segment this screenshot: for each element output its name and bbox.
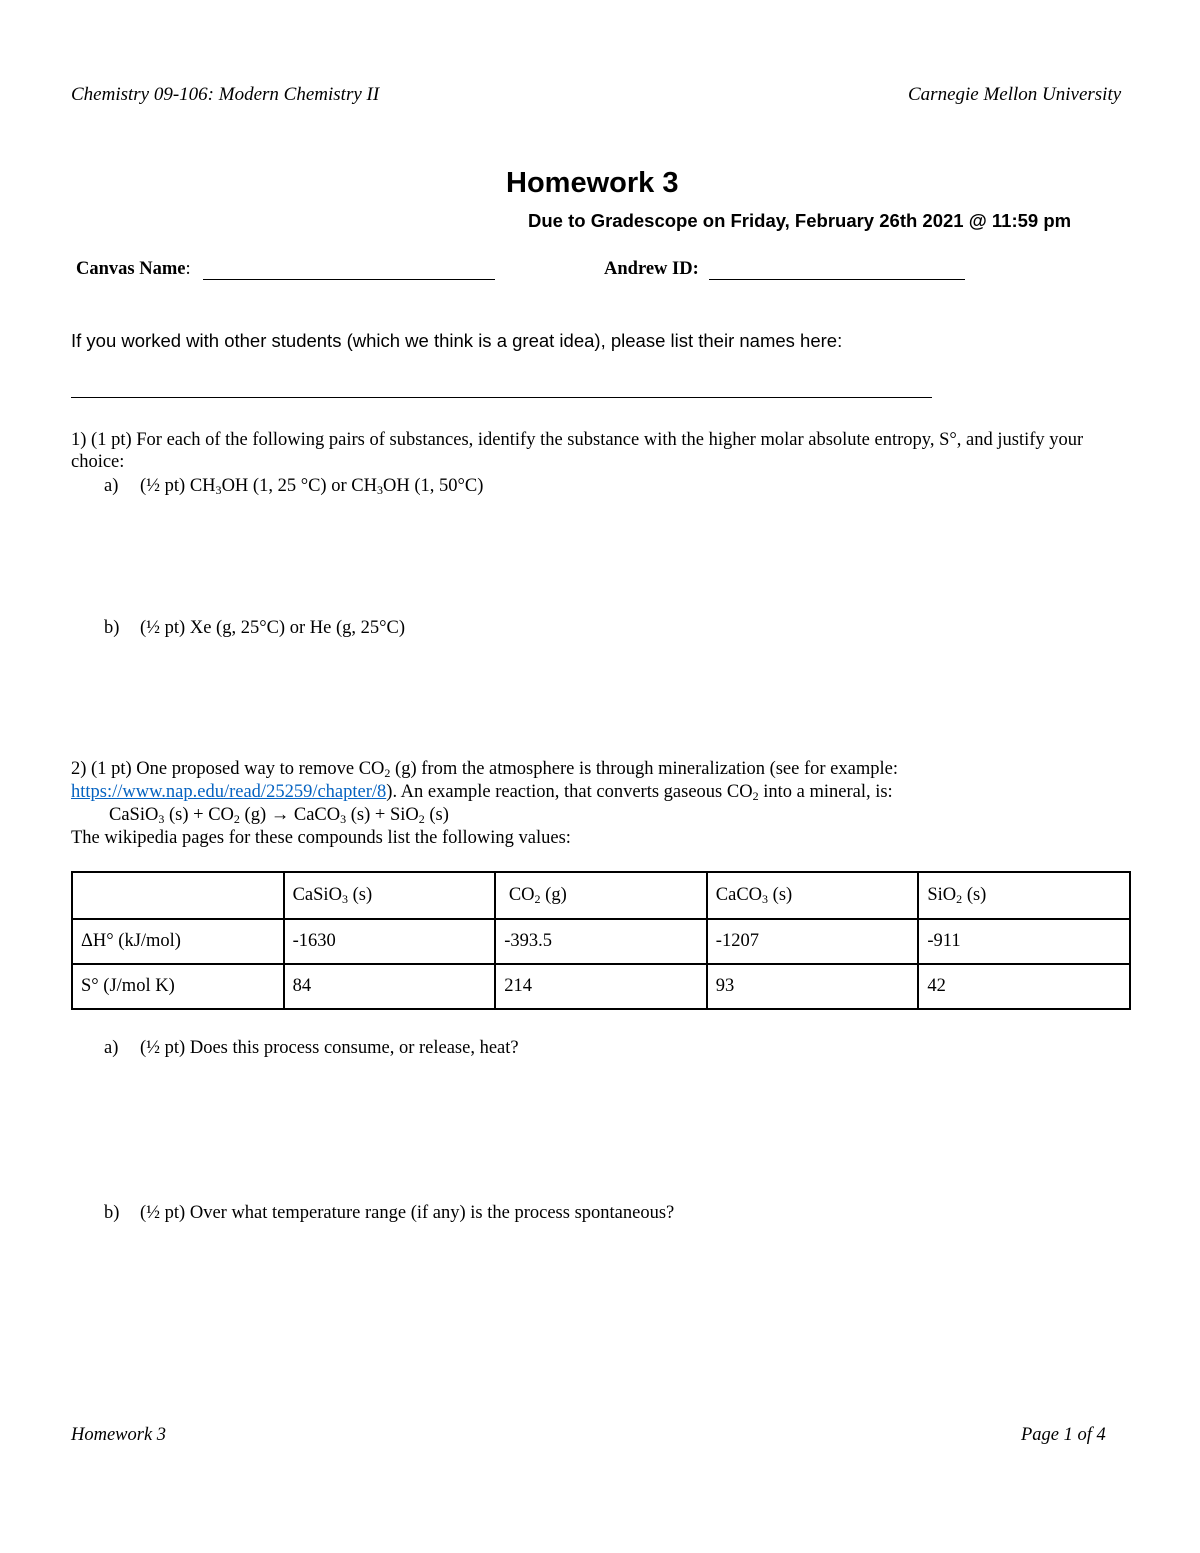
q2b-text: (½ pt) Over what temperature range (if any) is the process spontaneous? (140, 1203, 675, 1223)
col-header-caco3: CaCO$_3$ (s) (707, 872, 919, 919)
nap-link[interactable]: https://www.nap.edu/read/25259/chapter/8 (71, 782, 387, 802)
table-cell: 214 (495, 964, 707, 1009)
footer-left: Homework 3 (71, 1425, 167, 1445)
table-corner-cell (72, 872, 284, 919)
q1b-text: (½ pt) Xe (g, 25°C) or He (g, 25°C) (140, 618, 406, 638)
table-cell: 93 (707, 964, 919, 1009)
row-label-dh: ΔH° (kJ/mol) (72, 919, 284, 964)
table-cell: -1630 (284, 919, 496, 964)
andrew-id-field[interactable] (709, 279, 965, 280)
due-date: Due to Gradescope on Friday, February 26th 2021 @ 11:59 pm (528, 210, 1072, 231)
course-header: Chemistry 09-106: Modern Chemistry II (71, 84, 380, 105)
university-header: Carnegie Mellon University (908, 84, 1122, 105)
thermo-table (71, 871, 1131, 1010)
page-title: Homework 3 (506, 167, 679, 199)
q2a-marker: a) (104, 1038, 119, 1058)
canvas-name-label: Canvas Name: (76, 259, 191, 279)
q2-link-line: https://www.nap.edu/read/25259/chapter/8). An example reaction, that converts gaseous $CO_2$ into a mineral, is: (71, 782, 893, 803)
q1a-text: (½ pt) $CH_3OH$ (1, 25 °C) or $CH_3OH$ (1, 50°C) (140, 476, 484, 497)
table-cell: 42 (918, 964, 1130, 1009)
table-cell: -393.5 (495, 919, 707, 964)
col-header-sio2: SiO$_2$ (s) (918, 872, 1130, 919)
q2-intro: 2) (1 pt) One proposed way to remove $CO_2$ (g) from the atmosphere is through mineralization (see for example: (71, 759, 898, 780)
table-cell: 84 (284, 964, 496, 1009)
table-header-row (72, 872, 1130, 919)
table-row (72, 919, 1130, 964)
table-row (72, 964, 1130, 1009)
q1a-marker: a) (104, 476, 119, 496)
col-header-co2: $CO_2$ (g) (495, 872, 707, 919)
table-cell: -1207 (707, 919, 919, 964)
row-label-s: S° (J/mol K) (72, 964, 284, 1009)
q2a-text: (½ pt) Does this process consume, or release, heat? (140, 1038, 519, 1058)
col-header-casio3: CaSiO$_3$ (s) (284, 872, 496, 919)
page-number: Page 1 of 4 (1021, 1425, 1106, 1445)
canvas-name-field[interactable] (203, 279, 495, 280)
collaborators-prompt: If you worked with other students (which we think is a great idea), please list their names here: (71, 330, 843, 351)
q1b-marker: b) (104, 618, 120, 638)
table-cell: -911 (918, 919, 1130, 964)
andrew-id-label: Andrew ID: (604, 259, 699, 279)
collaborators-field[interactable] (71, 397, 932, 398)
q1-text: 1) (1 pt) For each of the following pairs of substances, identify the substance with the higher molar absolute entropy, S°, and justify your choice: (71, 430, 1084, 472)
reaction-equation: CaSiO$_3$ $(s) + CO_2$ (g) → CaCO$_3$ (s) + SiO$_2$ (s) (109, 805, 449, 826)
values-intro: The wikipedia pages for these compounds list the following values: (71, 828, 571, 848)
q2b-marker: b) (104, 1203, 120, 1223)
